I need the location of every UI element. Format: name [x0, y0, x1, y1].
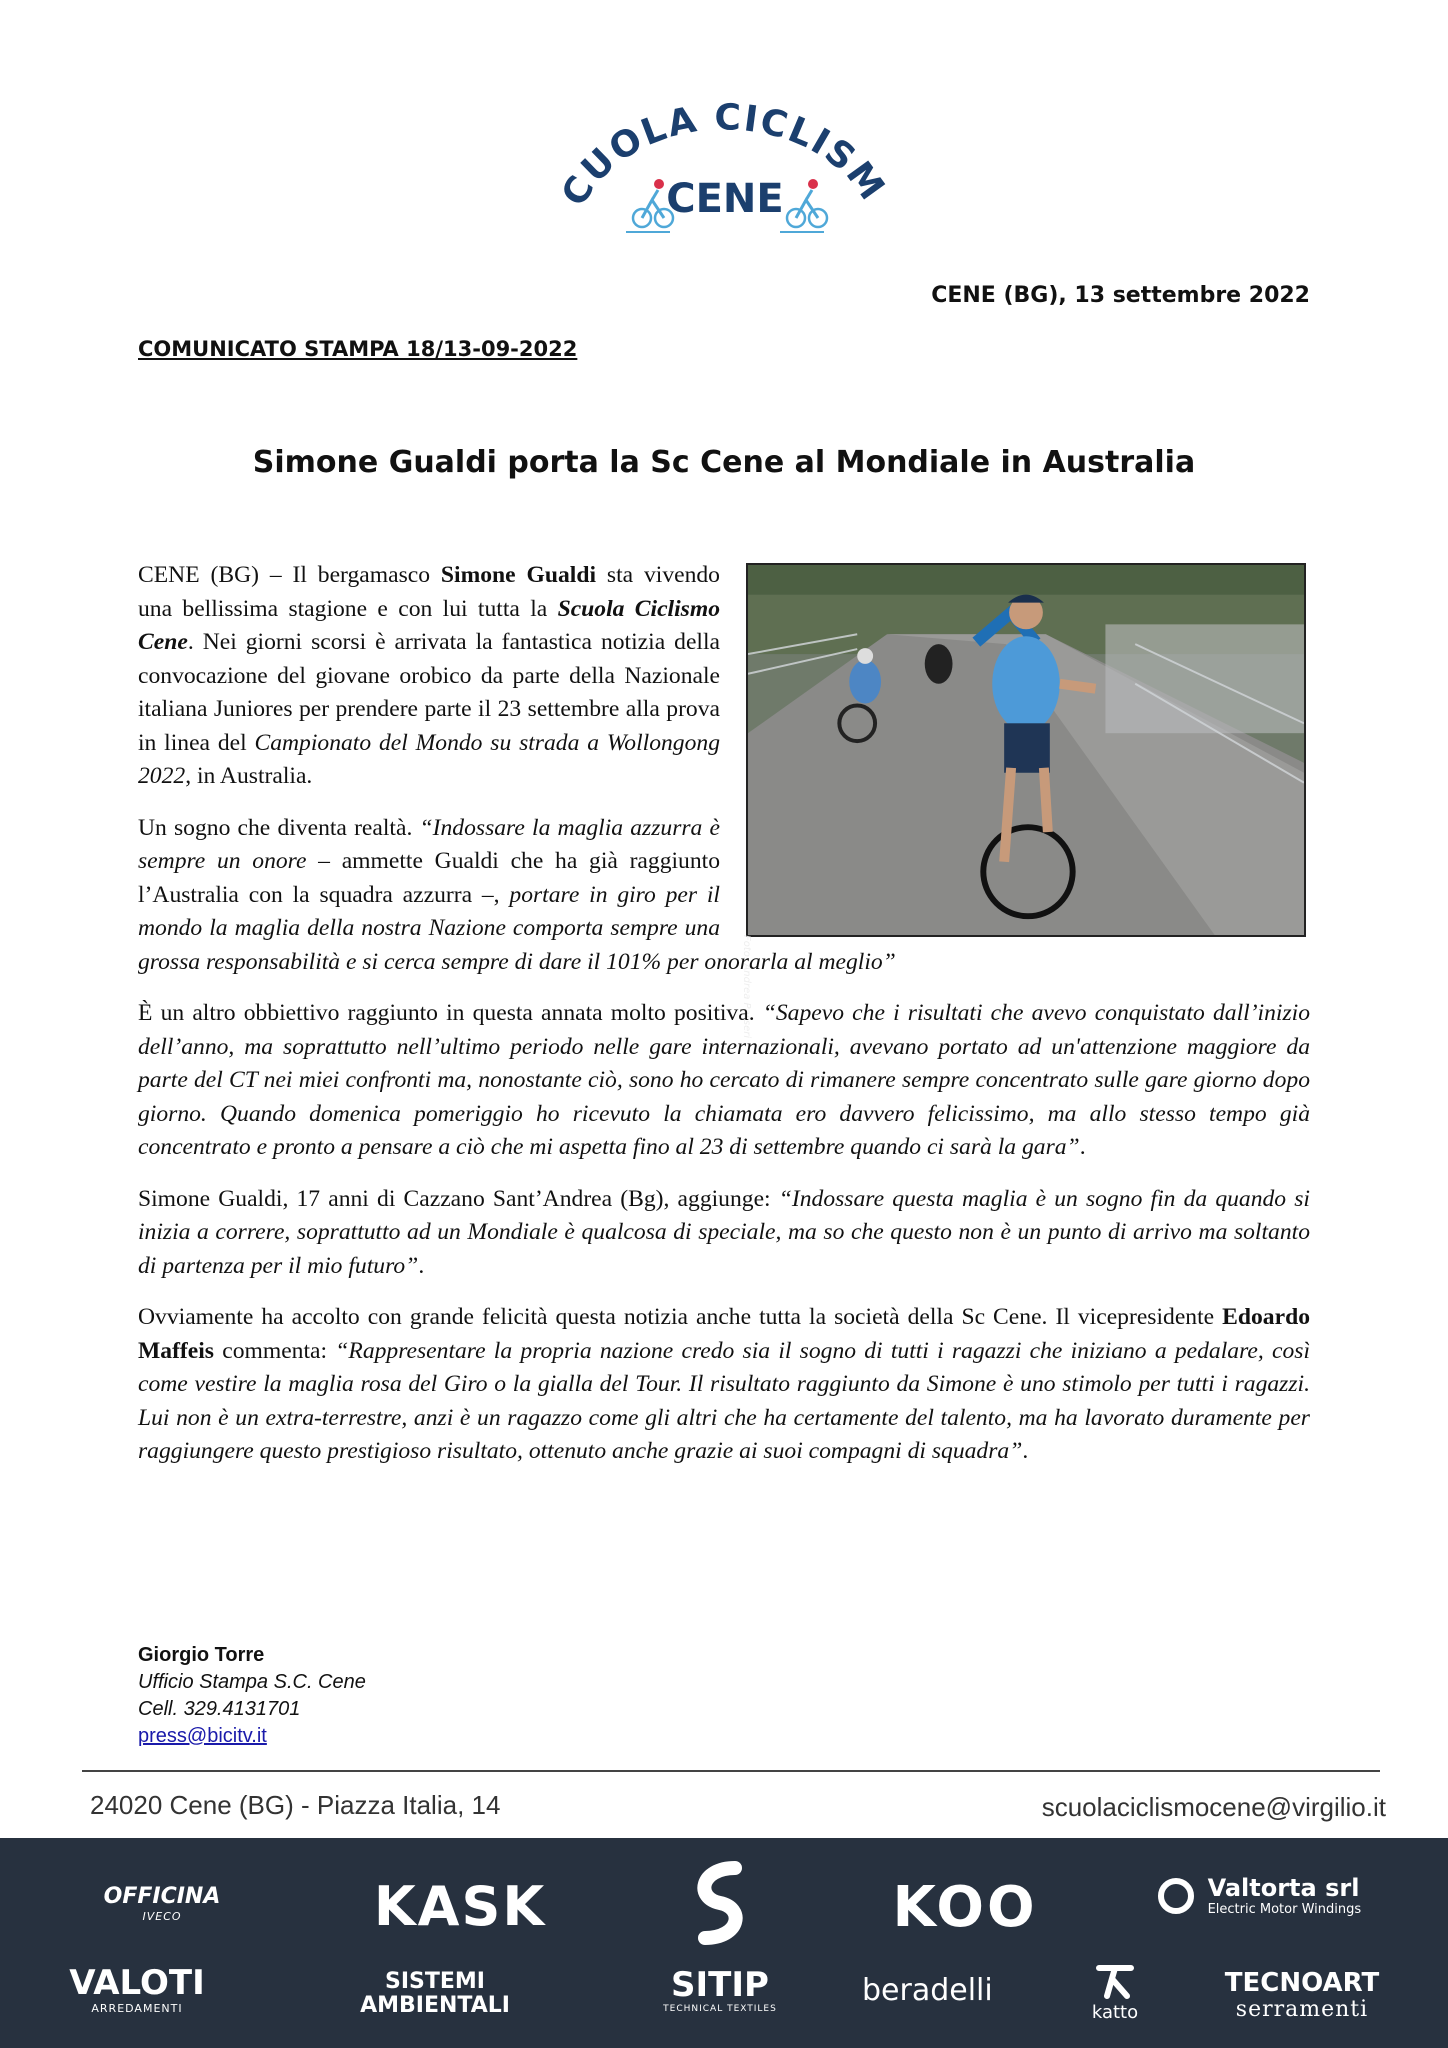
p2-text-a: Un sogno che diventa realtà.	[138, 814, 420, 841]
signature-email-link[interactable]: press@bicitv.it	[138, 1725, 267, 1747]
signature-block	[138, 1642, 366, 1750]
sponsor-officina	[72, 1886, 252, 1922]
sponsor-sistemi-name: SISTEMI AMBIENTALI	[360, 1969, 510, 2019]
sponsor-kask	[370, 1875, 550, 1938]
sponsor-valoti-name: VALOTI	[69, 1963, 205, 2003]
sponsor-valtorta	[1158, 1876, 1388, 1916]
sponsor-koo	[880, 1875, 1050, 1940]
event-name: Campionato del Mondo su strada a Wollongong 2022	[138, 729, 720, 789]
p2-quote-a: “Indossare la maglia azzurra è sempre un onore	[138, 814, 720, 874]
katto-mark-icon	[1093, 1960, 1137, 2000]
sponsor-beradelli-name: beradelli	[862, 1973, 993, 2008]
sponsor-sitip-mark	[660, 1858, 780, 1951]
school-logo	[560, 80, 890, 240]
p3-quote: “Sapevo che i risultati che avevo conquistato dall’inizio dell’anno, ma soprattutto nell’ultimo periodo nelle gare internazionali, avevano portato ad un'attenzione maggiore da parte del CT nei miei confronti ma, nonostante ciò, sono ho cercato di rimanere sempre concentrato sulle gare giorno dopo giorno. Quando domenica pomeriggio ho ricevuto la chiamata ero davvero felicissimo, ma allo stesso tempo già concentrato e pronto a pensare a ciò che mi aspetta fino al 23 di settembre quando ci sarà la gara”	[138, 1000, 1310, 1160]
footer-divider	[82, 1770, 1380, 1772]
p1-text-c: sta vivendo una bellissima stagione e con lui tutta la	[138, 562, 720, 622]
p5-text-c: commenta:	[214, 1337, 336, 1364]
logo-center-text: CENE	[666, 176, 784, 222]
page-title: Simone Gualdi porta la Sc Cene al Mondiale in Australia	[252, 445, 1196, 480]
photo-space	[720, 559, 1310, 941]
p4-text-c: .	[418, 1252, 425, 1279]
signature-name: Giorgio Torre	[138, 1644, 265, 1666]
team-name: Scuola Ciclismo Cene	[138, 595, 720, 655]
sponsor-koo-name: KOO	[892, 1875, 1038, 1940]
paragraph-4	[138, 1183, 1310, 1284]
sponsor-officina-name: OFFICINA	[103, 1884, 221, 1909]
p5-quote: “Rappresentare la propria nazione credo sia il sogno di tutti i ragazzi che iniziano a pedalare, così come vestire la maglia rosa del Giro o la gialla del Tour. Il risultato raggiunto da Simone è uno stimolo per tutti i ragazzi. Lui non è un extra-terrestre, anzi è un ragazzo come gli altri che ha certamente del talento, ma ha lavorato duramente per raggiungere questo prestigioso risultato, ottenuto anche grazie ai suoi compagni di squadra”	[138, 1337, 1310, 1464]
sponsor-tecnoart-name: TECNOART	[1224, 1968, 1380, 1998]
photo-credit: Foto: Andrea Passeri	[741, 935, 752, 1039]
sponsor-valtorta-sub: Electric Motor Windings	[1207, 1902, 1362, 1917]
signature-phone: Cell. 329.4131701	[138, 1698, 301, 1720]
sponsor-valoti-sub: ARREDAMENTI	[91, 2002, 183, 2015]
p4-quote: “Indossare questa maglia è un sogno fin da quando si inizia a correre, soprattutto ad un Mondiale è qualcosa di speciale, ma so che questo non è un punto di arrivo ma soltanto di partenza per il mio futuro”	[138, 1185, 1310, 1279]
sponsor-sitip-name: SITIP	[671, 1965, 769, 2005]
article-body	[138, 559, 1310, 1487]
sponsor-sitip-sub: TECHNICAL TEXTILES	[663, 2004, 777, 2014]
logo-arc-text: UOLA CICLISM	[573, 97, 890, 210]
p1-text-a: CENE (BG) – Il bergamasco	[138, 562, 441, 588]
p3-text-c: .	[1079, 1134, 1086, 1160]
athlete-name: Simone Gualdi	[440, 562, 597, 588]
sponsor-tecnoart	[1222, 1970, 1382, 2021]
sponsor-officina-sub: IVECO	[142, 1910, 182, 1923]
sponsor-kask-name: KASK	[373, 1875, 547, 1938]
sponsor-sistemi	[340, 1970, 530, 2018]
sponsor-valtorta-name: Valtorta srl	[1207, 1874, 1360, 1902]
p3-text-a: È un altro obbiettivo raggiunto in questa annata molto positiva.	[138, 1000, 763, 1026]
sponsor-sitip	[660, 1965, 780, 2014]
sitip-swirl-icon	[680, 1858, 760, 1948]
sponsor-katto	[1075, 1960, 1155, 2022]
paragraph-5	[138, 1301, 1310, 1469]
vice-president-name: Edoardo Maffeis	[138, 1304, 1310, 1364]
p1-text-g: , in Australia.	[185, 763, 313, 789]
sponsor-beradelli	[862, 1973, 993, 2008]
footer-email[interactable]: scuolaciclismocene@virgilio.it	[1041, 1792, 1386, 1822]
p2-text-c: – ammette Gualdi che ha già raggiunto l’Australia con la squadra azzurra –,	[138, 848, 720, 908]
press-release-number: COMUNICATO STAMPA 18/13-09-2022	[138, 337, 578, 361]
p2-quote-b: portare in giro per il mondo la maglia della nostra Nazione comporta sempre una grossa responsabilità e si cerca sempre di dare il 101% per onorarla al meglio”	[138, 881, 896, 975]
sponsor-band	[0, 1838, 1448, 2048]
valtorta-ring-icon	[1158, 1878, 1194, 1914]
p4-text-a: Simone Gualdi, 17 anni di Cazzano Sant’Andrea (Bg), aggiunge:	[138, 1185, 779, 1212]
date-line: CENE (BG), 13 settembre 2022	[931, 283, 1310, 308]
paragraph-3	[138, 997, 1310, 1165]
p1-text-e: . Nei giorni scorsi è arrivata la fantastica notizia della convocazione del giovane orobico da parte della Nazionale italiana Juniores per prendere parte il 23 settembre alla prova in linea del	[138, 629, 720, 756]
sponsor-valoti	[62, 1963, 212, 2015]
footer-address: 24020 Cene (BG) - Piazza Italia, 14	[90, 1790, 501, 1820]
p5-text-a: Ovviamente ha accolto con grande felicità questa notizia anche tutta la società della Sc Cene. Il vicepresidente	[138, 1304, 1223, 1330]
sponsor-katto-name: katto	[1091, 2002, 1139, 2023]
p5-text-e: .	[1022, 1438, 1029, 1464]
sponsor-tecnoart-sub: serramenti	[1235, 1997, 1369, 2022]
signature-role: Ufficio Stampa S.C. Cene	[138, 1671, 366, 1693]
cyclist-right-icon	[780, 179, 827, 232]
